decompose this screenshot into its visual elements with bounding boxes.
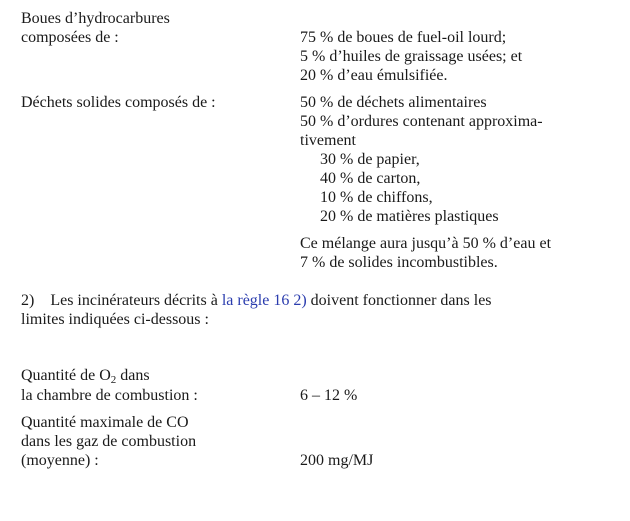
o2-value: 6 – 12 % [300, 387, 358, 404]
sludge-item-2: 5 % d’huiles de graissage usées; et [300, 48, 523, 65]
o2-label-line-1 [21, 366, 150, 385]
paragraph-2-line-2: limites indiquées ci-dessous : [21, 311, 209, 328]
paragraph-text-before: Les incinérateurs décrits à [50, 292, 218, 309]
solid-waste-sub-item-2: 40 % de carton, [320, 170, 421, 187]
o2-label-prefix: Quantité de O [21, 367, 111, 384]
sludge-item-1: 75 % de boues de fuel-oil lourd; [300, 29, 507, 46]
solid-waste-label: Déchets solides composés de : [21, 94, 216, 111]
o2-label-suffix: dans [120, 367, 150, 384]
solid-waste-note-line-2: 7 % de solides incombustibles. [300, 254, 498, 271]
solid-waste-item-2: 50 % d’ordures contenant approxima- [300, 113, 543, 130]
sludge-item-3: 20 % d’eau émulsifiée. [300, 67, 448, 84]
rule-reference-link[interactable]: la règle 16 2) [221, 292, 307, 309]
o2-label-line-2: la chambre de combustion : [21, 387, 198, 404]
paragraph-number: 2) [21, 292, 35, 309]
o2-subscript: 2 [110, 374, 117, 386]
co-label-line-1: Quantité maximale de CO [21, 414, 189, 431]
paragraph-text-after: doivent fonctionner dans les [310, 292, 492, 309]
solid-waste-item-3: tivement [300, 132, 356, 149]
solid-waste-sub-item-3: 10 % de chiffons, [320, 189, 433, 206]
sludge-label-line-1: Boues d’hydrocarbures [21, 10, 170, 27]
solid-waste-note-line-1: Ce mélange aura jusqu’à 50 % d’eau et [300, 235, 552, 252]
co-label-line-3: (moyenne) : [21, 452, 99, 469]
paragraph-2-line-1 [21, 291, 492, 310]
solid-waste-item-1: 50 % de déchets alimentaires [300, 94, 487, 111]
co-value: 200 mg/MJ [300, 452, 374, 469]
co-label-line-2: dans les gaz de combustion [21, 433, 197, 450]
solid-waste-sub-item-1: 30 % de papier, [320, 151, 420, 168]
solid-waste-sub-item-4: 20 % de matières plastiques [320, 208, 499, 225]
sludge-label-line-2: composées de : [21, 29, 119, 46]
